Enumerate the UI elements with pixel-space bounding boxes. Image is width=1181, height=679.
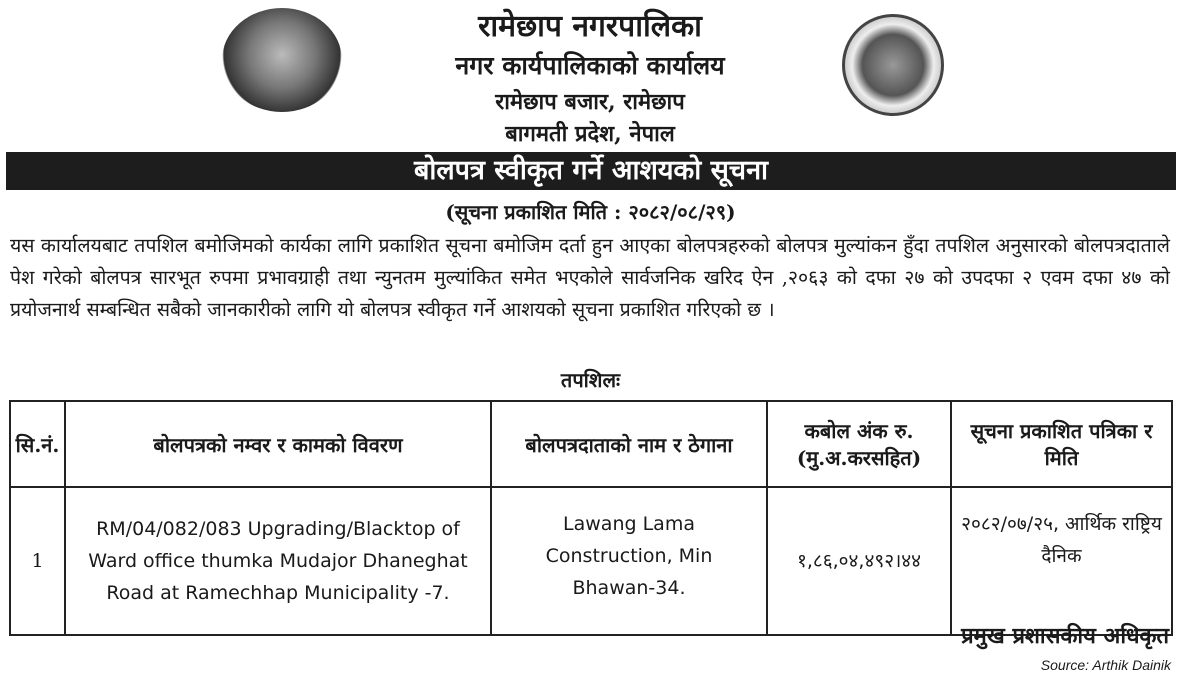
- cell-bidder: Lawang Lama Construction, Min Bhawan-34.: [491, 487, 767, 635]
- office-name: नगर कार्यपालिकाको कार्यालय: [455, 51, 725, 80]
- col-bidder: बोलपत्रदाताको नाम र ठेगाना: [491, 401, 767, 487]
- source-credit: Source: Arthik Dainik: [1040, 657, 1171, 673]
- publish-date: (सूचना प्रकाशित मिति : २०८२/०८/२९): [445, 200, 736, 224]
- notice-title: बोलपत्र स्वीकृत गर्ने आशयको सूचना: [6, 152, 1176, 190]
- col-description: बोलपत्रको नम्वर र कामको विवरण: [65, 401, 491, 487]
- table-row: [10, 487, 1172, 635]
- bid-table: [9, 400, 1173, 636]
- cell-description: RM/04/082/083 Upgrading/Blacktop of Ward office thumka Mudajor Dhaneghat Road at Ramechhap Municipality -7.: [65, 487, 491, 635]
- province: बागमती प्रदेश, नेपाल: [505, 121, 675, 147]
- cell-newspaper: २०८२/०७/२५, आर्थिक राष्ट्रिय दैनिक: [951, 487, 1172, 635]
- table-header-row: [10, 401, 1172, 487]
- schedule-label: तपशिलः: [560, 368, 621, 392]
- signatory: प्रमुख प्रशासकीय अधिकृत: [961, 623, 1169, 649]
- office-address: रामेछाप बजार, रामेछाप: [495, 89, 685, 115]
- cell-serial: 1: [10, 487, 65, 635]
- col-newspaper: सूचना प्रकाशित पत्रिका र मिति: [951, 401, 1172, 487]
- notice-body: यस कार्यालयबाट तपशिल बमोजिमको कार्यका लागि प्रकाशित सूचना बमोजिम दर्ता हुन आएका बोलपत्रहरुको बोलपत्र मुल्यांकन हुँदा तपशिल अनुसारको बोलपत्रदाताले पेश गरेको बोलपत्र सारभूत रुपमा प्रभावग्राही तथा न्युनतम मुल्यांकित समेत भएकोले सार्वजनिक खरिद ऐन ,२०६३ को दफा २७ को उपदफा २ एवम दफा ४७ को प्रयोजनार्थ सम्बन्धित सबैको जानकारीको लागि यो बोलपत्र स्वीकृत गर्ने आशयको सूचना प्रकाशित गरिएको छ ।: [10, 234, 1170, 321]
- municipality-name: रामेछाप नगरपालिका: [478, 9, 702, 44]
- col-amount: कबोल अंक रु. (मु.अ.करसहित): [767, 401, 951, 487]
- col-serial: सि.नं.: [10, 401, 65, 487]
- cell-amount: १,८६,०४,४९२।४४: [767, 487, 951, 635]
